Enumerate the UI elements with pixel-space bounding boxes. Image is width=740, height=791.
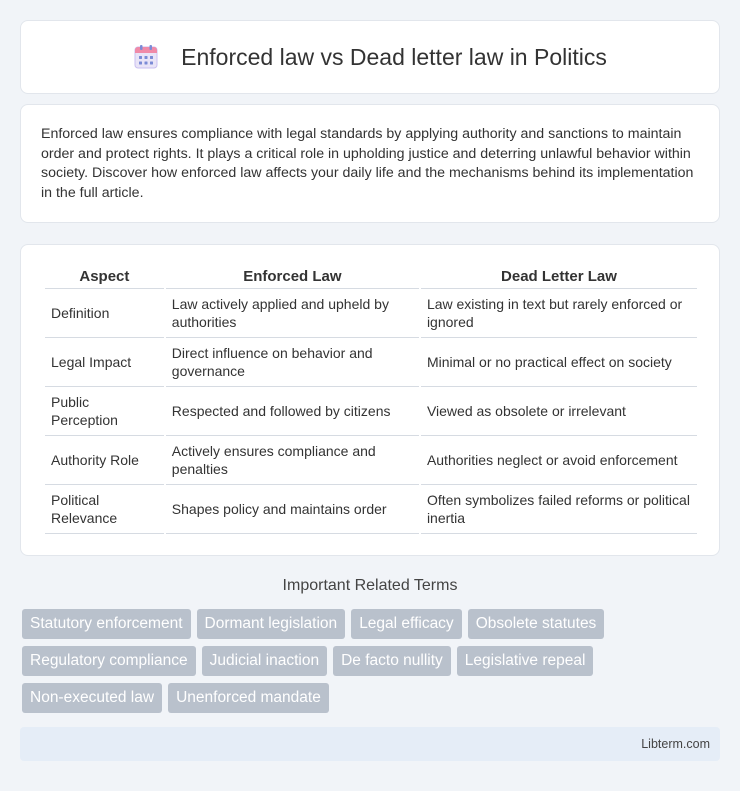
related-term-tag[interactable]: Legislative repeal <box>457 646 594 676</box>
cell-dead-letter: Often symbolizes failed reforms or political inertia <box>421 485 697 534</box>
related-term-tag[interactable]: Unenforced mandate <box>168 683 329 713</box>
comparison-card <box>20 244 720 556</box>
intro-paragraph: Enforced law ensures compliance with legal standards by applying authority and sanctions to maintain order and protect rights. It plays a critical role in upholding justice and deterring unlawful behavior within society. Discover how enforced law affects your daily life and the mechanisms behind its implementation in the full article. <box>41 126 694 201</box>
cell-enforced: Direct influence on behavior and governance <box>166 338 419 387</box>
related-terms-title: Important Related Terms <box>282 577 458 594</box>
footer <box>20 727 720 761</box>
cell-dead-letter: Minimal or no practical effect on society <box>421 338 697 387</box>
related-term-tag[interactable]: Non-executed law <box>22 683 162 713</box>
cell-dead-letter: Authorities neglect or avoid enforcement <box>421 436 697 485</box>
related-term-tag[interactable]: Regulatory compliance <box>22 646 196 676</box>
related-term-tag[interactable]: Dormant legislation <box>197 609 346 639</box>
table-header-row <box>45 267 697 289</box>
related-term-tag[interactable]: Judicial inaction <box>202 646 327 676</box>
table-row <box>45 436 697 485</box>
page-title: Enforced law vs Dead letter law in Politics <box>181 43 607 70</box>
cell-aspect: Authority Role <box>45 436 164 485</box>
calendar-icon <box>133 44 159 70</box>
related-term-tag[interactable]: Statutory enforcement <box>22 609 191 639</box>
related-term-tag[interactable]: De facto nullity <box>333 646 451 676</box>
cell-aspect: Legal Impact <box>45 338 164 387</box>
cell-aspect: Definition <box>45 289 164 338</box>
cell-dead-letter: Viewed as obsolete or irrelevant <box>421 387 697 436</box>
footer-brand-link[interactable]: Libterm.com <box>641 737 710 751</box>
header-enforced-law: Enforced Law <box>166 267 419 289</box>
table-row <box>45 289 697 338</box>
comparison-table <box>43 267 699 534</box>
header-dead-letter-law: Dead Letter Law <box>421 267 697 289</box>
related-term-tag[interactable]: Legal efficacy <box>351 609 462 639</box>
table-row <box>45 387 697 436</box>
table-row <box>45 338 697 387</box>
cell-dead-letter: Law existing in text but rarely enforced or ignored <box>421 289 697 338</box>
intro-card <box>20 104 720 223</box>
cell-aspect: Political Relevance <box>45 485 164 534</box>
table-row <box>45 485 697 534</box>
cell-enforced: Respected and followed by citizens <box>166 387 419 436</box>
related-term-tag[interactable]: Obsolete statutes <box>468 609 605 639</box>
related-terms-list <box>22 609 722 713</box>
cell-aspect: Public Perception <box>45 387 164 436</box>
cell-enforced: Shapes policy and maintains order <box>166 485 419 534</box>
cell-enforced: Law actively applied and upheld by authorities <box>166 289 419 338</box>
cell-enforced: Actively ensures compliance and penalties <box>166 436 419 485</box>
header-aspect: Aspect <box>45 267 164 289</box>
title-card <box>20 20 720 94</box>
